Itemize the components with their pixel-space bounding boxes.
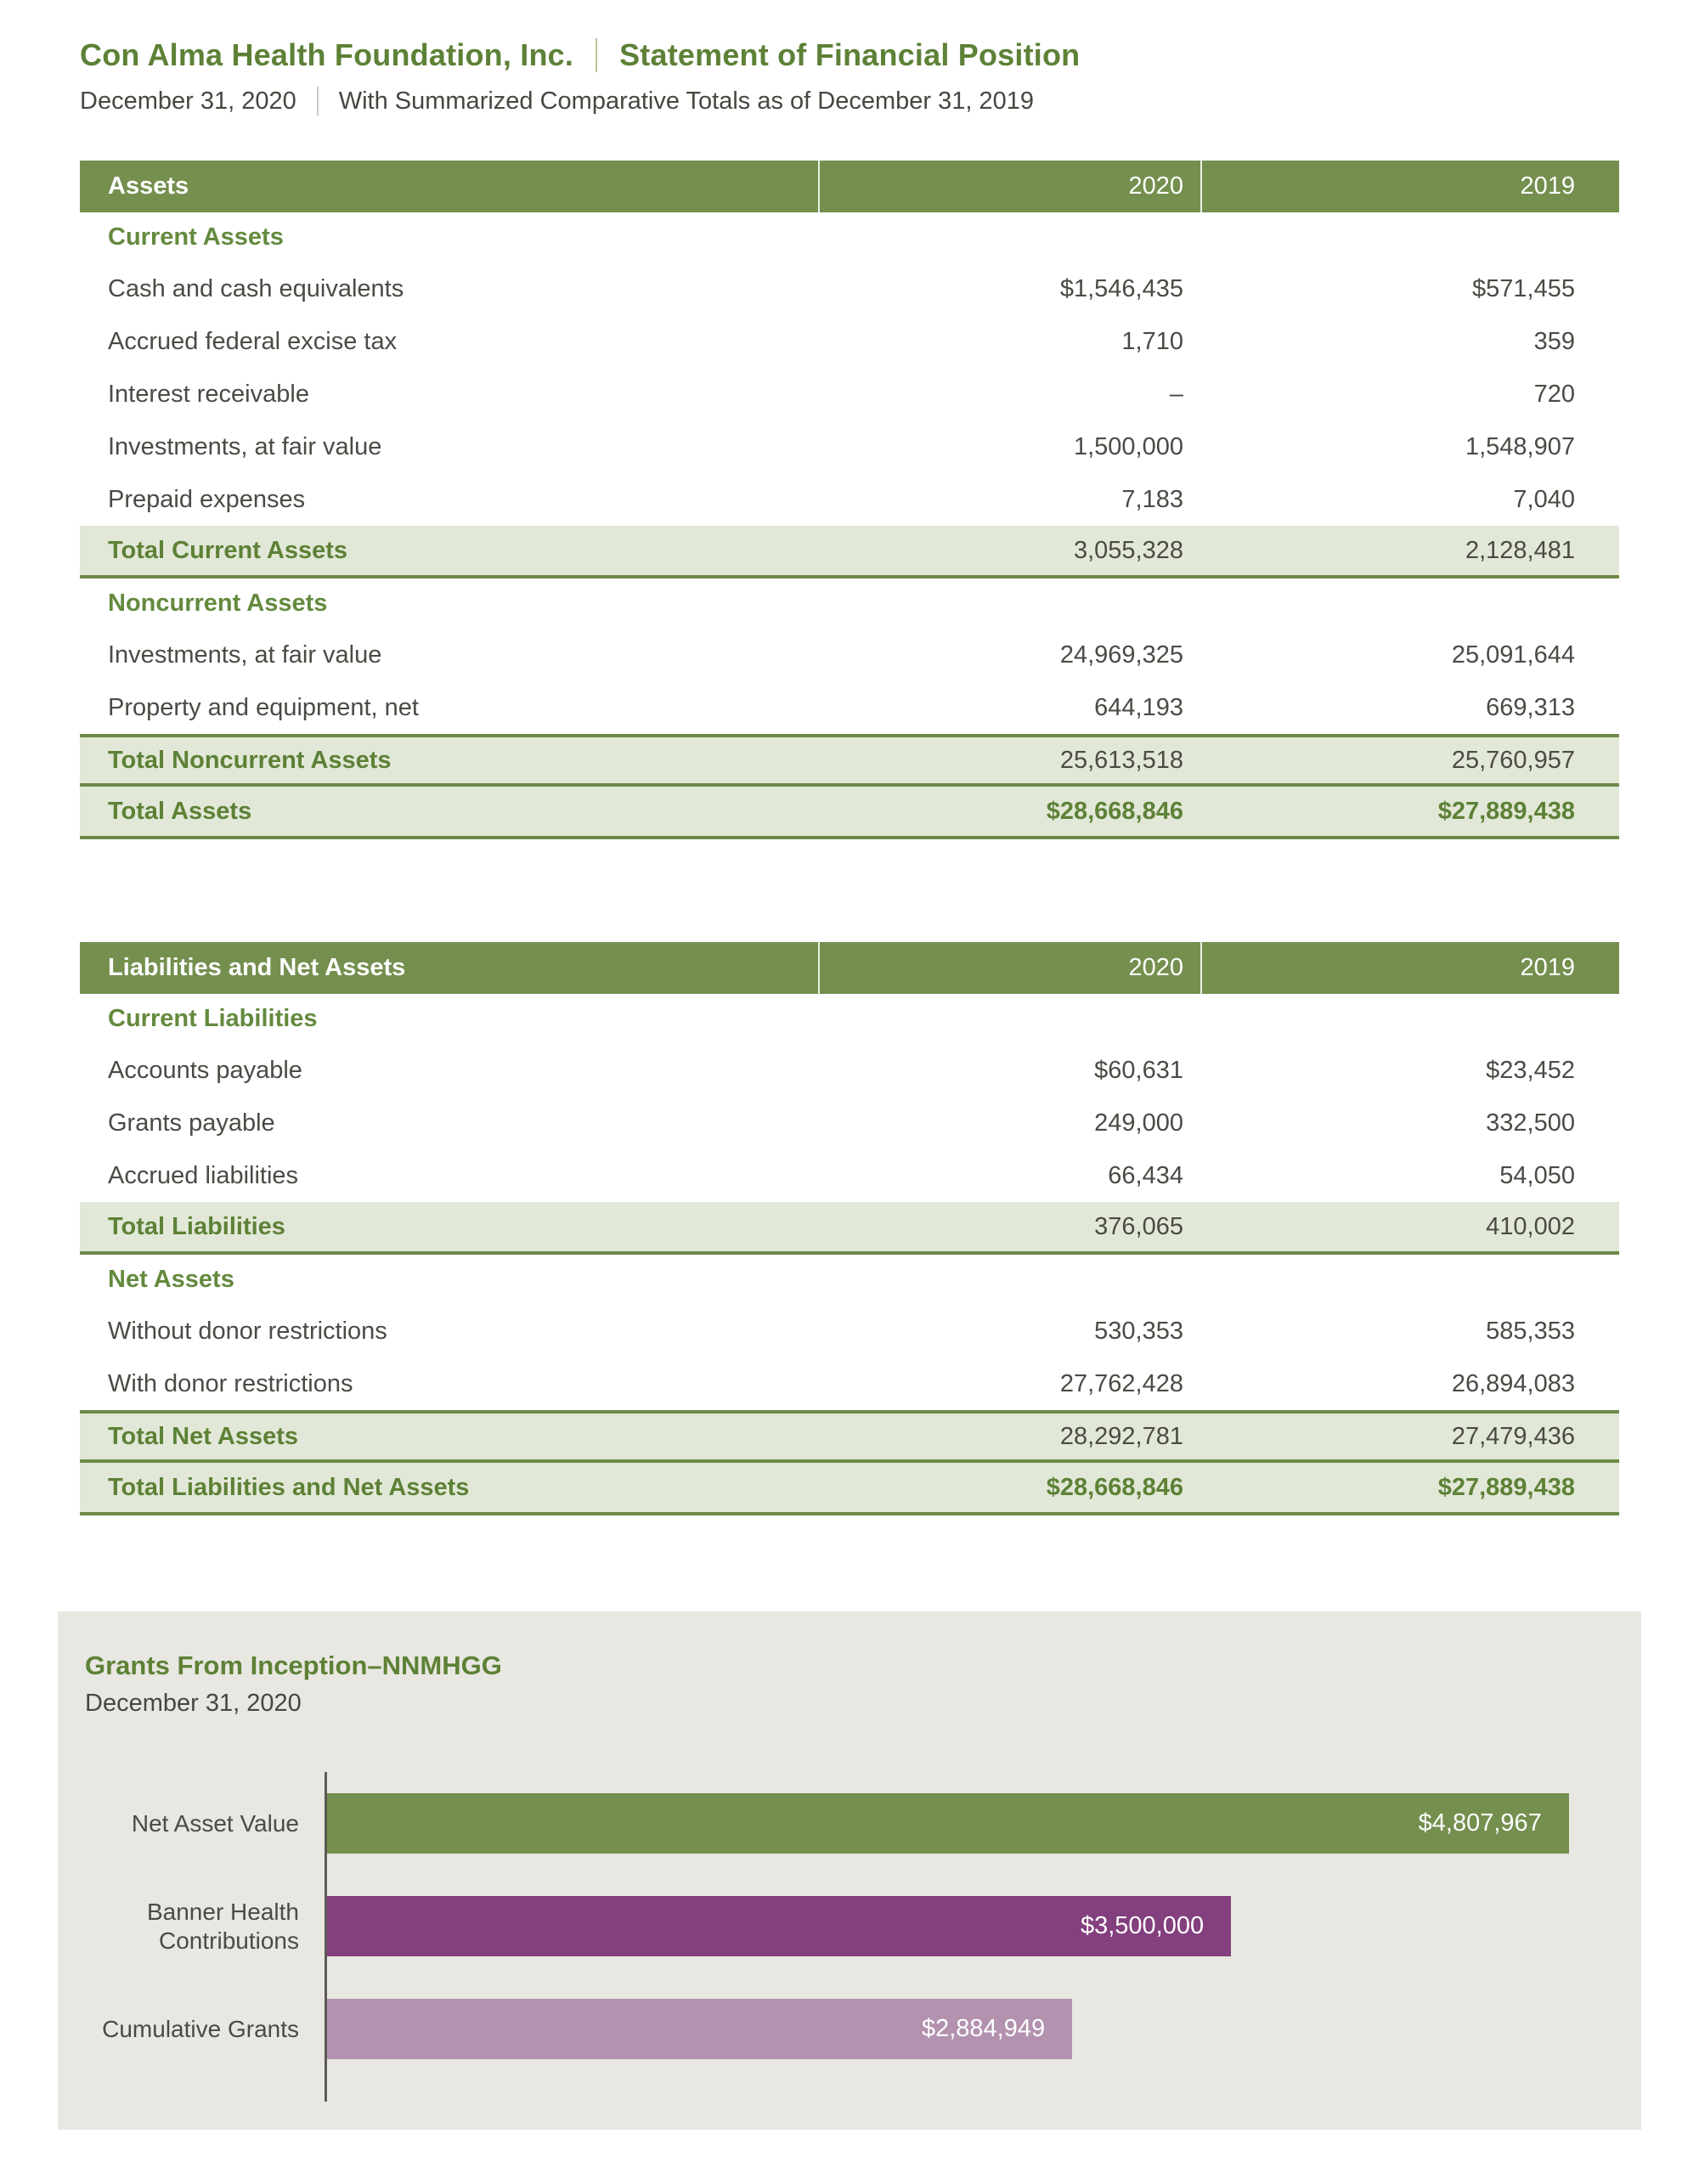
table-header-row bbox=[80, 942, 1619, 994]
row-value-2019: 54,050 bbox=[1499, 1161, 1575, 1189]
section-heading: Noncurrent Assets bbox=[108, 590, 328, 617]
row-value-2019: 410,002 bbox=[1486, 1212, 1575, 1240]
table-row bbox=[80, 1357, 1619, 1410]
row-label: Investments, at fair value bbox=[108, 432, 382, 460]
category-axis-labels bbox=[85, 1772, 325, 2102]
section-heading: Current Liabilities bbox=[108, 1005, 318, 1032]
row-value-2019: 26,894,083 bbox=[1451, 1369, 1575, 1397]
row-label: Cash and cash equivalents bbox=[108, 274, 404, 302]
row-value-2019: 27,479,436 bbox=[1451, 1422, 1575, 1450]
table-title: Assets bbox=[108, 172, 189, 200]
row-value-2019: 332,500 bbox=[1486, 1109, 1575, 1137]
row-value-2020: 7,183 bbox=[1121, 485, 1183, 513]
plot-area bbox=[325, 1772, 1606, 2102]
chart-title: Grants From Inception–NNMHGG bbox=[85, 1651, 502, 1680]
comparative-note: With Summarized Comparative Totals as of December 31, 2019 bbox=[338, 87, 1034, 115]
bar-row bbox=[327, 1772, 1606, 1875]
column-header-2019: 2019 bbox=[1200, 942, 1606, 994]
section-heading-row bbox=[80, 578, 1619, 629]
total-row bbox=[80, 526, 1619, 578]
category-label: Net Asset Value bbox=[131, 1809, 299, 1837]
table-row bbox=[80, 420, 1619, 473]
statement-title: Statement of Financial Position bbox=[619, 37, 1081, 72]
bar-chart bbox=[85, 1772, 1606, 2102]
row-label: Without donor restrictions bbox=[108, 1317, 387, 1345]
total-row bbox=[80, 1202, 1619, 1255]
row-value-2020: – bbox=[1169, 380, 1183, 408]
table-assets bbox=[80, 161, 1619, 839]
column-header-2019: 2019 bbox=[1200, 161, 1606, 212]
section-heading-row bbox=[80, 212, 1619, 262]
row-value-2019: 669,313 bbox=[1486, 693, 1575, 721]
category-label: Cumulative Grants bbox=[102, 2015, 299, 2042]
table-liabilities bbox=[80, 942, 1619, 1515]
table-row bbox=[80, 262, 1619, 315]
table-row bbox=[80, 1305, 1619, 1357]
row-value-2019: 25,091,644 bbox=[1451, 641, 1575, 669]
row-value-2019: 359 bbox=[1533, 327, 1575, 355]
row-value-2020: $1,546,435 bbox=[1059, 274, 1183, 302]
bar bbox=[327, 1896, 1231, 1956]
row-label: Total Net Assets bbox=[108, 1422, 298, 1450]
table-row bbox=[80, 1097, 1619, 1149]
document-subtitle-row bbox=[80, 87, 1619, 116]
bar-row bbox=[327, 1978, 1606, 2080]
row-value-2020: $28,668,846 bbox=[1046, 1473, 1183, 1501]
row-label: Accounts payable bbox=[108, 1056, 302, 1084]
bar-value-label: $2,884,949 bbox=[921, 2015, 1046, 2042]
row-value-2019: 1,548,907 bbox=[1465, 432, 1575, 460]
row-value-2020: 644,193 bbox=[1094, 693, 1183, 721]
section-heading: Current Assets bbox=[108, 223, 284, 251]
document-title-row bbox=[80, 37, 1619, 73]
row-value-2020: 3,055,328 bbox=[1073, 536, 1183, 564]
bar-value-label: $3,500,000 bbox=[1080, 1912, 1205, 1939]
row-value-2019: 720 bbox=[1533, 380, 1575, 408]
section-heading: Net Assets bbox=[108, 1266, 234, 1293]
row-label: Accrued federal excise tax bbox=[108, 327, 398, 355]
table-row bbox=[80, 368, 1619, 420]
row-value-2020: 1,500,000 bbox=[1073, 432, 1183, 460]
table-row bbox=[80, 473, 1619, 526]
statement-date: December 31, 2020 bbox=[80, 87, 296, 115]
bar bbox=[327, 1999, 1072, 2059]
table-row bbox=[80, 629, 1619, 681]
row-value-2020: 24,969,325 bbox=[1059, 641, 1183, 669]
title-divider bbox=[595, 38, 597, 72]
row-label: Total Assets bbox=[108, 797, 252, 825]
row-value-2020: 25,613,518 bbox=[1059, 746, 1183, 774]
row-value-2020: $28,668,846 bbox=[1046, 797, 1183, 825]
table-row bbox=[80, 1149, 1619, 1202]
row-label: Total Current Assets bbox=[108, 536, 347, 564]
section-heading-row bbox=[80, 1255, 1619, 1305]
bar-value-label: $4,807,967 bbox=[1418, 1809, 1542, 1837]
row-label: Grants payable bbox=[108, 1109, 275, 1137]
financial-tables bbox=[0, 161, 1699, 1515]
table-row bbox=[80, 1044, 1619, 1097]
row-label: Interest receivable bbox=[108, 380, 309, 408]
document-header bbox=[0, 0, 1699, 116]
chart-subtitle: December 31, 2020 bbox=[85, 1690, 302, 1717]
organization-name: Con Alma Health Foundation, Inc. bbox=[80, 37, 574, 72]
row-label: Accrued liabilities bbox=[108, 1161, 299, 1189]
row-value-2020: 530,353 bbox=[1094, 1317, 1183, 1345]
table-row bbox=[80, 315, 1619, 368]
grants-chart-section bbox=[58, 1611, 1641, 2130]
row-value-2019: 585,353 bbox=[1486, 1317, 1575, 1345]
total-row bbox=[80, 734, 1619, 787]
grand-total-row bbox=[80, 787, 1619, 839]
row-value-2020: 28,292,781 bbox=[1059, 1422, 1183, 1450]
total-row bbox=[80, 1410, 1619, 1463]
row-value-2019: 25,760,957 bbox=[1451, 746, 1575, 774]
row-label: Property and equipment, net bbox=[108, 693, 419, 721]
row-value-2019: 7,040 bbox=[1513, 485, 1575, 513]
category-label: Banner Health Contributions bbox=[146, 1898, 299, 1954]
row-value-2019: $23,452 bbox=[1486, 1056, 1575, 1084]
table-header-row bbox=[80, 161, 1619, 212]
bar bbox=[327, 1793, 1569, 1854]
row-label: Investments, at fair value bbox=[108, 641, 382, 669]
row-value-2020: 1,710 bbox=[1121, 327, 1183, 355]
bar-row bbox=[327, 1875, 1606, 1978]
subtitle-divider bbox=[317, 87, 319, 116]
row-value-2020: 27,762,428 bbox=[1059, 1369, 1183, 1397]
row-label: Prepaid expenses bbox=[108, 485, 306, 513]
table-row bbox=[80, 681, 1619, 734]
table-title: Liabilities and Net Assets bbox=[108, 954, 406, 981]
row-label: With donor restrictions bbox=[108, 1369, 353, 1397]
grand-total-row bbox=[80, 1463, 1619, 1515]
row-label: Total Liabilities bbox=[108, 1212, 285, 1240]
row-value-2020: 376,065 bbox=[1094, 1212, 1183, 1240]
section-heading-row bbox=[80, 994, 1619, 1044]
column-header-2020: 2020 bbox=[818, 161, 1200, 212]
row-value-2020: $60,631 bbox=[1094, 1056, 1183, 1084]
column-header-2020: 2020 bbox=[818, 942, 1200, 994]
row-value-2020: 249,000 bbox=[1094, 1109, 1183, 1137]
row-value-2019: $571,455 bbox=[1472, 274, 1575, 302]
row-value-2020: 66,434 bbox=[1108, 1161, 1183, 1189]
row-value-2019: $27,889,438 bbox=[1437, 797, 1575, 825]
row-label: Total Liabilities and Net Assets bbox=[108, 1473, 470, 1501]
row-label: Total Noncurrent Assets bbox=[108, 746, 392, 774]
row-value-2019: 2,128,481 bbox=[1465, 536, 1575, 564]
row-value-2019: $27,889,438 bbox=[1437, 1473, 1575, 1501]
